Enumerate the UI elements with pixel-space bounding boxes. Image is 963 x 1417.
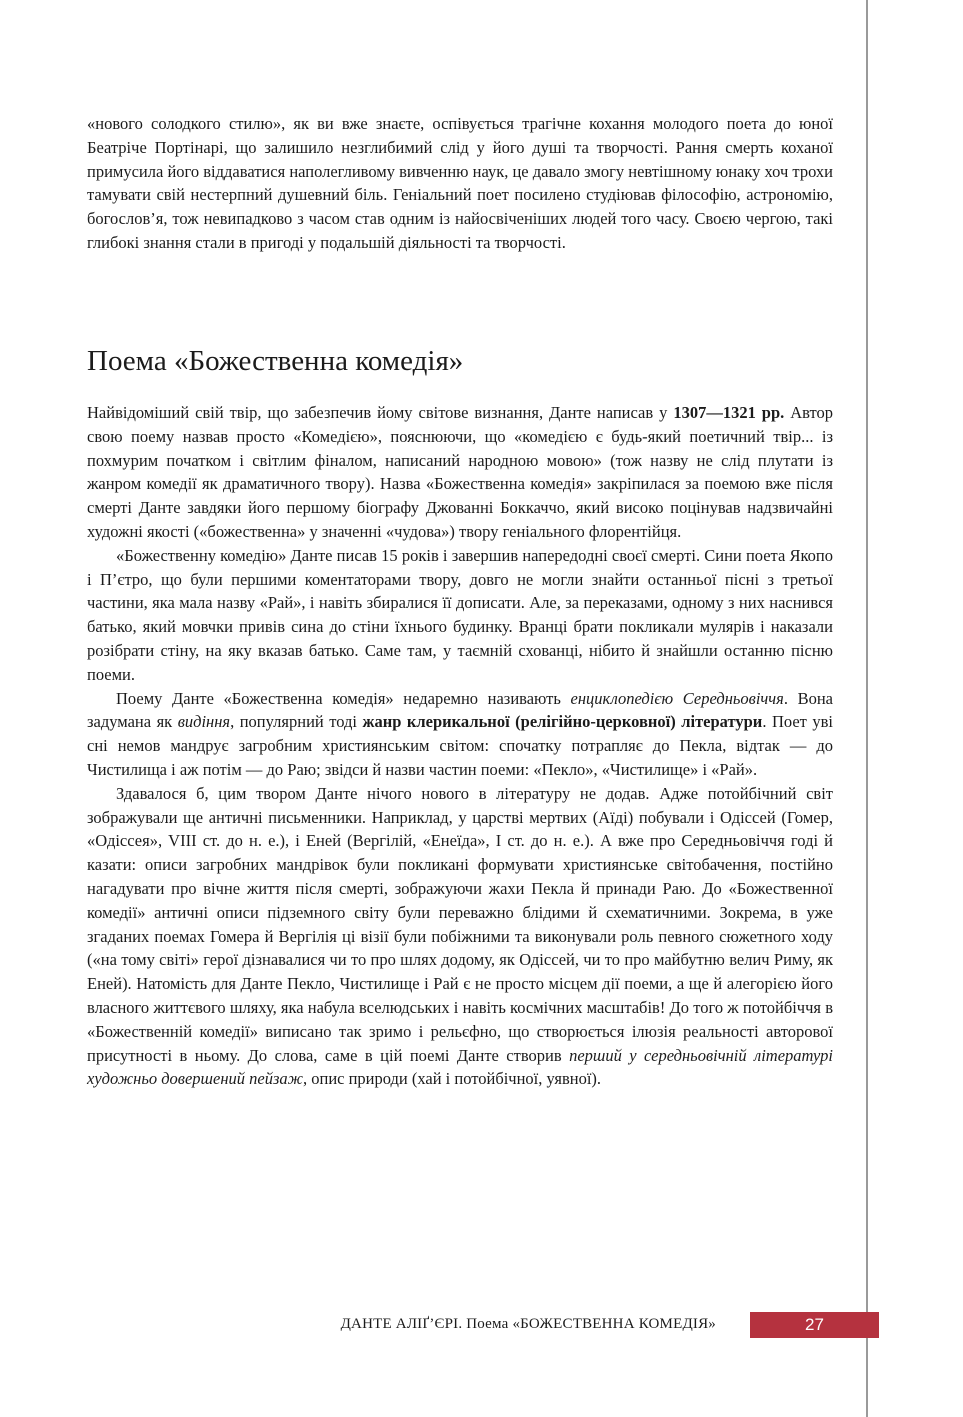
intro-text [87,112,833,255]
paragraph-1-text-c: Автор свою поему назвав просто «Комедією», пояснюючи, що «комедією є будь-який поетичний твір... із похмурим початком і світлим фіналом, написаний народною мовою» (тож назву не слід плутати із жанром комедії як драматичного твору). Назва «Божественна комедія» закріпилася за поемою вже після смерті Данте завдяки його першому біографу Джованні Боккаччо, який високо поцінував надзвичайні художні якості («божественна» у значенні «чудова») твору геніального флорентійця. [87,403,833,541]
running-footer-title: ДАНТЕ АЛІҐ’ЄРІ. Поема «БОЖЕСТВЕННА КОМЕДІЯ» [340,1316,716,1332]
vision-italic: видіння [177,712,231,732]
page-edge-rule [866,0,868,1417]
section-body [87,401,833,1091]
landscape-italic: перший у середньовічній літературі художньо довершений пейзаж [87,1045,833,1089]
dates-bold: 1307—1321 рр. [673,403,785,422]
section-heading: Поема «Божественна комедія» [87,345,464,377]
paragraph-4 [87,782,833,1091]
paragraph-1-text-a: Найвідоміший свій твір, що забезпечив йому світове визнання, Данте написав у [87,403,674,422]
paragraph-1 [87,401,833,544]
genre-bold: жанр клерикальної (релігійно-церковної) літератури [362,712,763,732]
paragraph-3-text-a: Поему Данте «Божественна комедія» недаремно називають [116,688,571,708]
paragraph-3-text-g: . Поет уві сні немов мандрує загробним християнським світом: спочатку потрапляє до Пекла, відтак — до Чистилища і аж потім — до Раю; звідси й назви частин поеми: «Пекло», «Чистилище» і «Рай». [87,712,833,779]
intro-paragraph: «нового солодкого стилю», як ви вже знаєте, оспівується трагічне кохання молодого поета до юної Беатріче Портінарі, що залишило незглибимий слід у його душі та творчості. Рання смерть коханої примусила його віддаватися наполегливому вивченню наук, це давало змогу невтішному юнаку хоч трохи тамувати свій нестерпний душевний біль. Геніальний поет посилено студіював філософію, астрономію, богослов’я, тож невипадково з часом став одним із найосвіченіших людей того часу. Своєю чергою, такі глибокі знання стали в пригоді у подальшій діяльності та творчості. [87,114,833,252]
paragraph-3-text-e: , популярний тоді [230,712,363,732]
encyclopedia-italic: енциклопедією Середньовіччя [570,688,784,708]
paragraph-4-text-c: , опис природи (хай і потойбічної, уявної). [302,1069,602,1089]
paragraph-2: «Божественну комедію» Данте писав 15 років і завершив напередодні своєї смерті. Сини поета Якопо і П’єтро, що були першими коментаторами твору, довго не могли знайти останньої пісні з третьої частини, яка мала назву «Рай», і навіть збиралися її дописати. Але, за переказами, одному з них наснився батько, який мовчки привів сина до стіни їхнього будинку. Вранці брати покликали мулярів і наказали розібрати стіну, на яку вказав батько. Саме там, у таємній схованці, нібито й знайшли останню пісню поеми. [87,545,833,684]
page-number: 27 [805,1315,824,1334]
page-number-tab [750,1312,879,1338]
paragraph-4-text-a: Здавалося б, цим твором Данте нічого нового в літературу не додав. Адже потойбічний світ зображували ще античні письменники. Наприклад, у царстві мертвих (Аїді) побували і Одіссей (Гомер, «Одіссея», VIII ст. до н. е.), і Еней (Вергілій, «Енеїда», I ст. до н. е.). А вже про Середньовіччя годі й казати: описи загробних мандрівок були покликані формувати християнське світобачення, постійно нагадувати про вічне життя після смерті, зображуючи жахи Пекла й принади Раю. До «Божественної комедії» античні описи підземного світу були переважно блідими й схематичними. Зокрема, в уже згаданих поемах Гомера й Вергілія ці візії були побіжними та виконували роль певного сюжетного ходу («на тому світі» герої дізнавалися чи то про шлях додому, як Одіссей, чи то про майбутню велич Риму, як Еней). Натомість для Данте Пекло, Чистилище і Рай є не просто місцем дії поеми, а ще й алегорією його власного життєвого шляху, яка набула вселюдських і навіть космічних масштабів! До того ж потойбіччя в «Божественній комедії» виписано так зримо і рельєфно, що створюється ілюзія реальності авторової присутності в ньому. До слова, саме в цій поемі Данте створив [87,783,833,1065]
paragraph-3-text-c: . Вона задумана як [87,688,833,732]
paragraph-3 [87,687,833,782]
